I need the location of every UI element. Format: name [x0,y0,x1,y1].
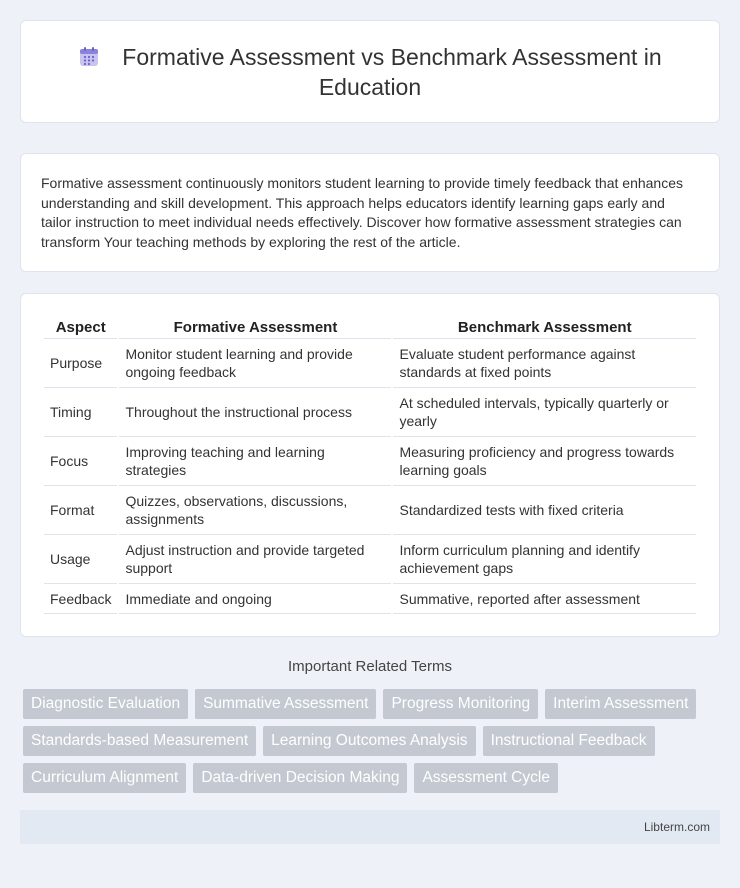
title-card [20,20,720,123]
benchmark-cell: Summative, reported after assessment [393,584,696,614]
term-tag[interactable]: Assessment Cycle [414,763,557,793]
page-title: Formative Assessment vs Benchmark Assessment in Education [122,43,662,100]
benchmark-cell: Inform curriculum planning and identify achievement gaps [393,535,696,584]
formative-cell: Immediate and ongoing [119,584,391,614]
formative-cell: Throughout the instructional process [119,388,391,437]
page-title-wrap [55,42,685,102]
formative-cell: Adjust instruction and provide targeted support [119,535,391,584]
table-header-row [44,314,696,339]
table-row [44,388,696,437]
table-row [44,584,696,614]
table-row [44,339,696,388]
header-benchmark: Benchmark Assessment [393,314,696,339]
calendar-icon [78,45,100,67]
intro-card [20,153,720,272]
term-tag[interactable]: Data-driven Decision Making [193,763,407,793]
term-tag[interactable]: Interim Assessment [545,689,696,719]
aspect-cell: Focus [44,437,117,486]
aspect-cell: Format [44,486,117,535]
footer-site-link[interactable]: Libterm.com [643,820,710,834]
aspect-cell: Purpose [44,339,117,388]
term-tag[interactable]: Instructional Feedback [483,726,655,756]
formative-cell: Monitor student learning and provide ongoing feedback [119,339,391,388]
comparison-table [42,314,698,614]
table-row [44,486,696,535]
benchmark-cell: Measuring proficiency and progress towards learning goals [393,437,696,486]
term-tag[interactable]: Progress Monitoring [383,689,538,719]
term-tag[interactable]: Summative Assessment [195,689,376,719]
aspect-cell: Feedback [44,584,117,614]
related-terms-title: Important Related Terms [288,658,452,675]
comparison-table-card [20,293,720,637]
formative-cell: Improving teaching and learning strategies [119,437,391,486]
term-tag[interactable]: Standards-based Measurement [23,726,256,756]
term-tag[interactable]: Diagnostic Evaluation [23,689,188,719]
formative-cell: Quizzes, observations, discussions, assignments [119,486,391,535]
aspect-cell: Timing [44,388,117,437]
term-tag[interactable]: Learning Outcomes Analysis [263,726,475,756]
aspect-cell: Usage [44,535,117,584]
footer [20,810,720,844]
related-terms-list [23,689,720,800]
benchmark-cell: At scheduled intervals, typically quarterly or yearly [393,388,696,437]
table-row [44,437,696,486]
intro-text: Formative assessment continuously monitors student learning to provide timely feedback that enhances understanding and skill development. This approach helps educators identify learning gaps early and tailor instruction to meet individual needs effectively. Discover how formative assessment strategies can transform Your teaching methods by exploring the rest of the article. [41,175,684,250]
benchmark-cell: Standardized tests with fixed criteria [393,486,696,535]
benchmark-cell: Evaluate student performance against standards at fixed points [393,339,696,388]
header-aspect: Aspect [44,314,117,339]
table-row [44,535,696,584]
term-tag[interactable]: Curriculum Alignment [23,763,186,793]
header-formative: Formative Assessment [119,314,391,339]
